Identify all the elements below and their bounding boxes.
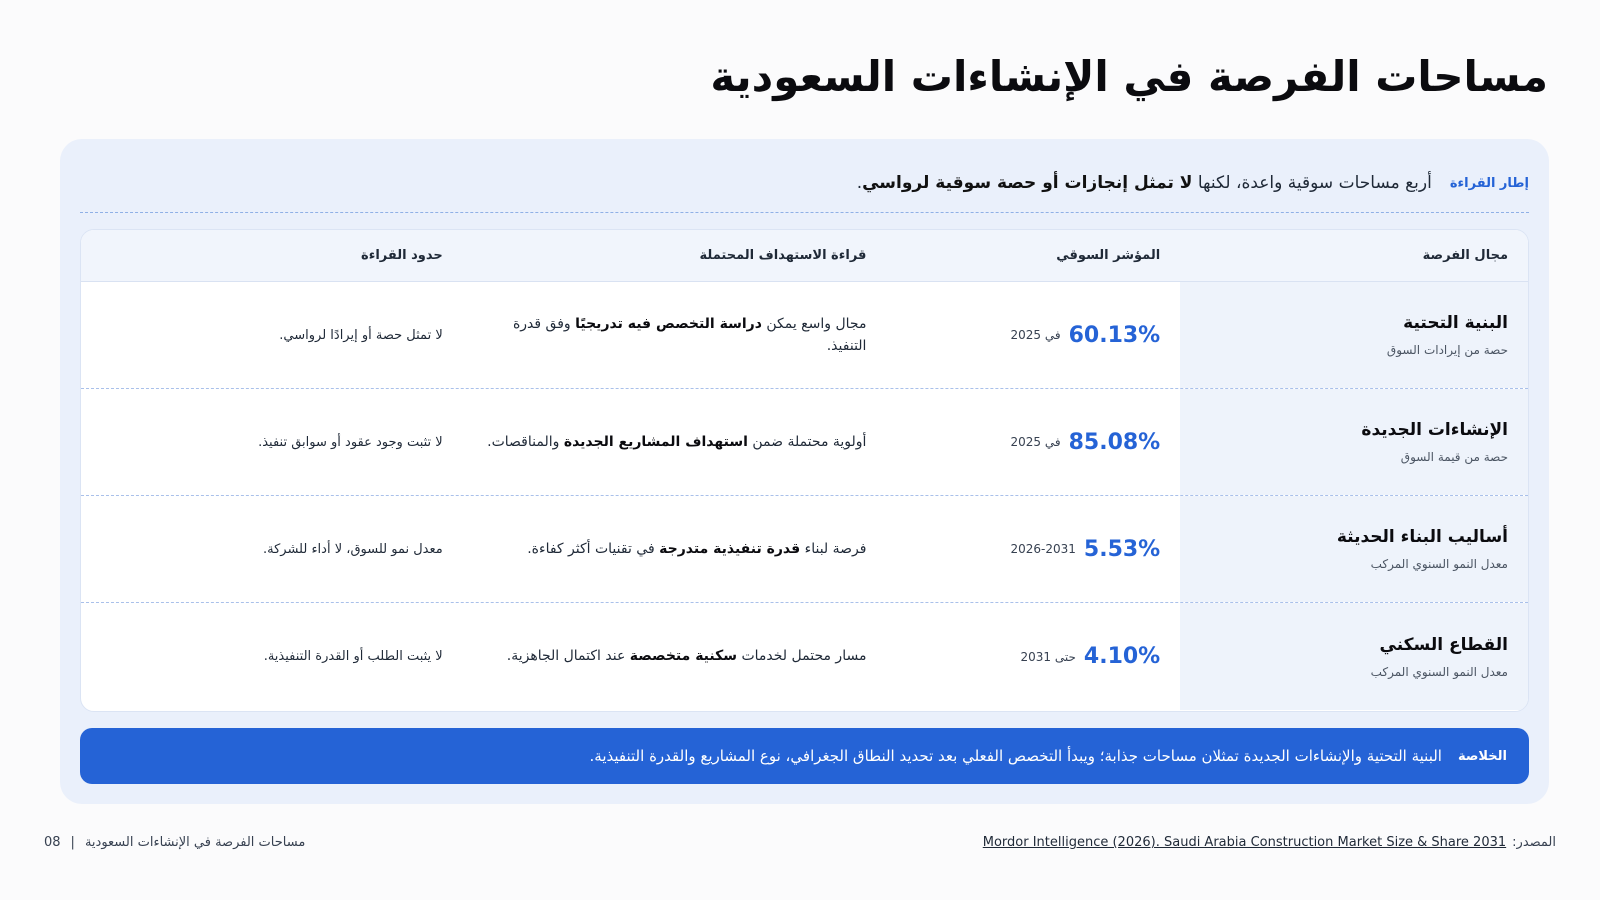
metric-note: حتى 2031 (1020, 649, 1076, 664)
metric-value: 85.08% (1068, 429, 1161, 455)
area-subtitle: حصة من إيرادات السوق (1386, 343, 1508, 357)
reading-cell: فرصة لبناء قدرة تنفيذية متدرجة في تقنيات أكثر كفاءة. (527, 540, 867, 557)
area-title: القطاع السكني (1379, 634, 1508, 655)
reading-emphasis: قدرة تنفيذية متدرجة (659, 540, 801, 557)
footer-separator: | (70, 835, 75, 850)
reading-frame-text: أربع مساحات سوقية واعدة، لكنها لا تمثل إنجازات أو حصة سوقية لرواسي. (856, 173, 1432, 193)
area-title: الإنشاءات الجديدة (1361, 420, 1508, 440)
metric-cell (866, 603, 1180, 710)
limits-cell: معدل نمو للسوق، لا أداء للشركة. (262, 541, 443, 557)
metric-cell (866, 389, 1180, 495)
reading-cell: مسار محتمل لخدمات سكنية متخصصة عند اكتمال الجاهزية. (506, 648, 867, 665)
header-reading: قراءة الاستهداف المحتملة (699, 248, 867, 263)
source-label: المصدر: (1512, 835, 1556, 850)
reading-cell: مجال واسع يمكن دراسة التخصص فيه تدريجيًا وفق قدرة التنفيذ. (512, 315, 867, 354)
table-row (81, 389, 1528, 496)
limits-cell: لا تمثل حصة أو إيرادًا لرواسي. (279, 327, 443, 343)
source-link[interactable]: Mordor Intelligence (2026). Saudi Arabia Construction Market Size & Share 2031 (982, 835, 1507, 850)
area-title: أساليب البناء الحديثة (1336, 527, 1508, 547)
reading-frame-emphasis: لا تمثل إنجازات أو حصة سوقية لرواسي (862, 173, 1193, 193)
limits-cell: لا تثبت وجود عقود أو سوابق تنفيذ. (258, 434, 443, 450)
metric-value: 4.10% (1083, 644, 1161, 669)
header-metric: المؤشر السوقي (1056, 248, 1161, 263)
reading-emphasis: استهداف المشاريع الجديدة (563, 433, 748, 450)
area-subtitle: حصة من قيمة السوق (1400, 450, 1508, 464)
metric-cell (866, 282, 1180, 388)
reading-frame-label: إطار القراءة (1449, 175, 1529, 191)
header-limits: حدود القراءة (361, 248, 443, 263)
footer-deck-info (44, 835, 305, 850)
metric-cell (866, 496, 1180, 602)
table-row (81, 496, 1528, 603)
area-cell (1180, 603, 1528, 710)
summary-bar (80, 728, 1529, 784)
table-header (81, 230, 1528, 282)
table-row (81, 282, 1528, 389)
area-cell (1180, 282, 1528, 388)
area-subtitle: معدل النمو السنوي المركب (1370, 664, 1508, 679)
reading-emphasis: سكنية متخصصة (629, 648, 738, 665)
metric-note: 2026-2031 (1010, 542, 1076, 556)
metric-value: 60.13% (1068, 322, 1161, 348)
area-subtitle: معدل النمو السنوي المركب (1370, 557, 1508, 571)
limits-cell: لا يثبت الطلب أو القدرة التنفيذية. (263, 649, 443, 664)
divider (80, 212, 1529, 213)
deck-title: مساحات الفرصة في الإنشاءات السعودية (84, 835, 306, 850)
header-area: مجال الفرصة (1422, 248, 1508, 263)
metric-value: 5.53% (1083, 536, 1161, 562)
summary-text: البنية التحتية والإنشاءات الجديدة تمثلان مساحات جذابة؛ ويبدأ التخصص الفعلي بعد تحديد النطاق الجغرافي، نوع المشاريع والقدرة التنفيذية. (589, 747, 1442, 765)
metric-note: في 2025 (1010, 435, 1061, 449)
reading-cell: أولوية محتملة ضمن استهداف المشاريع الجديدة والمناقصات. (487, 433, 867, 450)
area-title: البنية التحتية (1403, 313, 1508, 333)
footer-source (983, 835, 1556, 850)
reading-frame (80, 169, 1529, 197)
area-cell (1180, 496, 1528, 602)
opportunity-table (80, 229, 1529, 712)
summary-label: الخلاصة (1457, 748, 1507, 764)
content-panel (60, 139, 1549, 804)
reading-emphasis: دراسة التخصص فيه تدريجيًا (575, 315, 762, 332)
metric-note: في 2025 (1010, 328, 1061, 342)
page-title: مساحات الفرصة في الإنشاءات السعودية (710, 52, 1548, 101)
table-row (81, 603, 1528, 710)
area-cell (1180, 389, 1528, 495)
page-number: 08 (44, 835, 61, 850)
